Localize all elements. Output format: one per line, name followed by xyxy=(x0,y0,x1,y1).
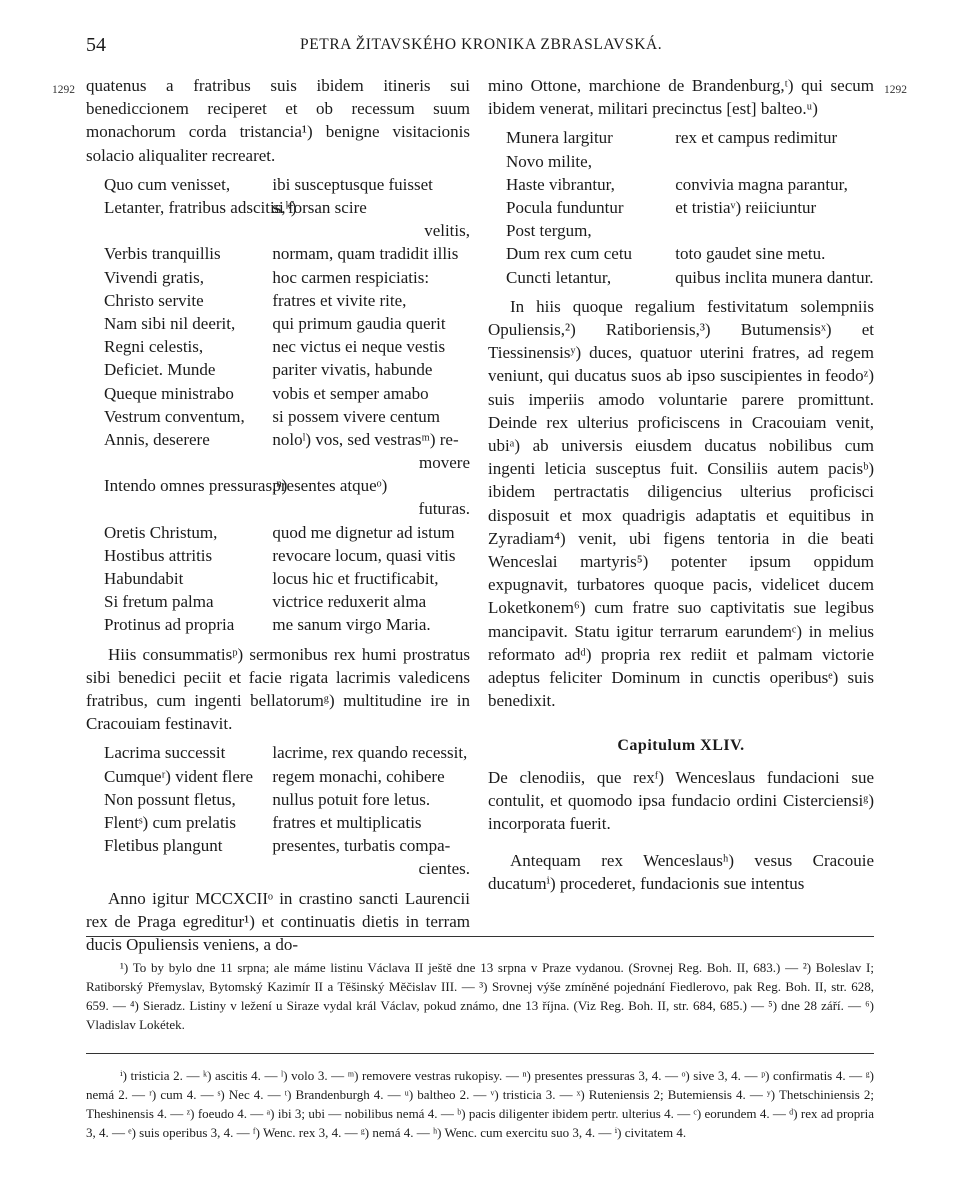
left-paragraph-3: Anno igitur MCCXCIIᵒ in crastino sancti Laurencii rex de Praga egreditur¹) et continuatis dietis in terram ducis Opuliensis veniens, a do- xyxy=(86,888,470,954)
verse-line-second-half: toto gaudet sine metu. xyxy=(675,244,826,264)
verse-line-first-half: Quo cum venisset, xyxy=(104,174,231,194)
verse-line-first-half: Vestrum conventum, xyxy=(104,406,245,426)
verse-line-second-half: regem monachi, cohibere xyxy=(272,766,445,786)
verse-line xyxy=(104,289,470,312)
verse-line-first-half: Regni celestis, xyxy=(104,337,204,357)
verse-line xyxy=(104,358,470,381)
verse-line-second-half: nullus potuit fore letus. xyxy=(272,789,431,809)
verse-line xyxy=(104,741,470,764)
verse-line-second-half: presentes, turbatis compa- xyxy=(272,836,451,856)
verse-line xyxy=(104,335,470,358)
verse-line-second-half: quod me dignetur ad istum xyxy=(272,522,455,542)
verse-line-second-half: victrice reduxerit alma xyxy=(272,592,427,612)
verse-line-continuation: futuras. xyxy=(418,499,470,519)
left-column xyxy=(86,74,470,956)
verse-line-first-half: Fletibus plangunt xyxy=(104,836,223,856)
verse-line-second-half: lacrime, rex quando recessit, xyxy=(272,743,468,763)
verse-line-second-half: ibi susceptusque fuisset xyxy=(272,174,433,194)
verse-line-first-half: Hostibus attritis xyxy=(104,545,213,565)
verse-line-first-half: Novo milite, xyxy=(506,151,592,171)
verse-line xyxy=(104,567,470,590)
verse-line-first-half: Haste vibrantur, xyxy=(506,174,615,194)
verse-line xyxy=(506,150,874,173)
verse-line xyxy=(104,266,470,289)
verse-line xyxy=(506,266,874,289)
left-paragraph-2: Hiis consummatisᵖ) sermonibus rex humi prostratus sibi benedici peciit et facie rigata lacrimis valedicens fratribus, cum ingenti bellatorumᵍ) multitudine ire in Cracouiam festinavit. xyxy=(86,644,470,734)
verse-line-first-half: Dum rex cum cetu xyxy=(506,244,633,264)
verse-line-first-half: Pocula funduntur xyxy=(506,197,624,217)
verse-line xyxy=(104,497,470,520)
verse-line xyxy=(506,126,874,149)
footnotes-textual xyxy=(86,1066,874,1142)
verse-line-first-half: Post tergum, xyxy=(506,221,592,241)
footnote-textual-text: ⁱ) tristicia 2. — ᵏ) ascitis 4. — ˡ) volo 3. — ᵐ) removere vestras rukopisy. — ⁿ) presentes pressuras 3, 4. — ᵒ) sive 3, 4. — ᵖ) confirmatis 4. — ᵍ) nemá 2. — ʳ) cum 4. — ˢ) Nec 4. — ᵗ) Brandenburgh 4. — ᵘ) baltheo 2. — ᵛ) tristicia 3. — ˣ) Ruteniensis 2; Butemiensis 4. — ʸ) Thetschiniensis 2; Theshinensis 4. — ᶻ) foeudo 4. — ᵃ) ibi 3; ubi — nobilibus nemá 4. — ᵇ) pacis diligenter ibidem pertr. ulterius 4. — ᶜ) eorundem 4. — ᵈ) rex ad propria 3, 4. — ᵉ) suis operibus 3, 4. — ᶠ) Wenc. rex 3, 4. — ᵍ) nemá 4. — ʰ) Wenc. cum exercitu suo 3, 4. — ⁱ) civitatem 4. xyxy=(86,1068,874,1140)
footnotes-historical xyxy=(86,958,874,1034)
verse-line-first-half: Christo servite xyxy=(104,290,204,310)
footnote-divider-2 xyxy=(86,1053,874,1054)
verse-line xyxy=(104,173,470,196)
verse-line xyxy=(104,405,470,428)
verse-line-continuation: movere xyxy=(419,453,470,473)
right-paragraph-1: mino Ottone, marchione de Brandenburg,ᵗ) qui secum ibidem venerat, militari precinctus [est] balteo.ᵘ) xyxy=(488,76,874,119)
verse-line-first-half: Lacrima successit xyxy=(104,743,226,763)
verse-line xyxy=(104,474,470,497)
verse-line-first-half: Si fretum palma xyxy=(104,592,214,612)
margin-year-left: 1292 xyxy=(52,84,75,96)
running-title: PETRA ŽITAVSKÉHO KRONIKA ZBRASLAVSKÁ. xyxy=(300,36,663,53)
left-verse-1 xyxy=(104,173,470,637)
verse-line-second-half: noloˡ) vos, sed vestrasᵐ) re- xyxy=(272,429,459,449)
verse-line-first-half: Cuncti letantur, xyxy=(506,267,612,287)
verse-line-first-half: Habundabit xyxy=(104,569,184,588)
verse-line-second-half: nec victus ei neque vestis xyxy=(272,337,446,357)
verse-line-second-half: quibus inclita munera dantur. xyxy=(675,267,874,287)
verse-line-first-half: Vivendi gratis, xyxy=(104,267,205,287)
verse-line xyxy=(104,811,470,834)
verse-line-first-half: Nam sibi nil deerit, xyxy=(104,313,236,333)
verse-line xyxy=(506,196,874,219)
verse-line xyxy=(104,765,470,788)
verse-line-first-half: Flentˢ) cum prelatis xyxy=(104,812,237,832)
verse-line-second-half: si possem vivere centum xyxy=(272,406,440,426)
verse-line-first-half: Munera largitur xyxy=(506,128,613,148)
chapter-title: De clenodiis, que rexᶠ) Wenceslaus fundacioni sue contulit, et quomodo ipsa fundacio ordini Cisterciensiᵍ) incorporata fuerit. xyxy=(488,767,874,833)
verse-line xyxy=(104,428,470,451)
verse-line xyxy=(506,173,874,196)
verse-line xyxy=(506,242,874,265)
page-number: 54 xyxy=(86,34,106,56)
verse-line-first-half: Protinus ad propria xyxy=(104,615,235,635)
verse-line-first-half: Cumqueʳ) vident flere xyxy=(104,766,254,786)
verse-line-first-half: Deficiet. Munde xyxy=(104,360,216,380)
verse-line-second-half: locus hic et fructificabit, xyxy=(272,569,439,588)
verse-line-first-half: Non possunt fletus, xyxy=(104,789,236,809)
chapter-heading: Capitulum XLIV. xyxy=(617,737,745,755)
verse-line-second-half: si forsan scire xyxy=(272,198,367,217)
verse-line xyxy=(104,242,470,265)
verse-line-second-half: rex et campus redimitur xyxy=(675,128,838,148)
verse-line xyxy=(506,219,874,242)
verse-line xyxy=(104,196,470,219)
left-paragraph-1: quatenus a fratribus suis ibidem itineris sui benediccionem reciperet et ob recessum suum monachorum corda tristancia¹) benigne visitacionis solacio aliqualiter recrearet. xyxy=(86,76,470,165)
right-verse-1 xyxy=(506,126,874,288)
verse-line-first-half: Intendo omnes pressuras,ⁿ) xyxy=(104,476,288,496)
verse-line-second-half: fratres et multiplicatis xyxy=(272,812,422,832)
verse-line-second-half: presentes atqueᵒ) xyxy=(272,476,388,496)
verse-line-second-half: revocare locum, quasi vitis xyxy=(272,545,456,565)
verse-line xyxy=(104,590,470,613)
verse-line-continuation: velitis, xyxy=(424,221,470,241)
verse-line xyxy=(104,788,470,811)
verse-line-first-half: Letanter, fratribus adscitis,ᵏ) xyxy=(104,198,297,217)
left-verse-2 xyxy=(104,741,470,880)
right-paragraph-3: Antequam rex Wenceslausʰ) vesus Cracouie ducatumⁱ) procederet, fundacionis sue intentus xyxy=(488,851,874,894)
verse-line-first-half: Oretis Christum, xyxy=(104,522,218,542)
verse-line-first-half: Verbis tranquillis xyxy=(104,244,221,264)
margin-year-right: 1292 xyxy=(884,84,907,96)
verse-line xyxy=(104,382,470,405)
verse-line xyxy=(104,521,470,544)
verse-line-second-half: pariter vivatis, habunde xyxy=(272,360,433,380)
verse-line xyxy=(104,834,470,857)
verse-line xyxy=(104,451,470,474)
verse-line-second-half: qui primum gaudia querit xyxy=(272,313,446,333)
verse-line-first-half: Queque ministrabo xyxy=(104,383,234,403)
right-paragraph-2: In hiis quoque regalium festivitatum solempniis Opuliensis,²) Ratiboriensis,³) Butumensisˣ) et Tiessinensisʸ) duces, quatuor uterini fratres, ad regem veniunt, qui ducatus suos ab ipso suscipientes in feodoᶻ) suis imperiis amodo voluntarie parere promittunt. Deinde rex ulterius proficiscens in Cracouiam venit, ubiᵃ) ab universis eiusdem ducatus nobilibus cum ingenti leticia susceptus fuit. Consiliis autem pacisᵇ) ibidem pertractatis diligencius ulterius proficisci disposuit et mox quadrigis adaptatis et equitibus in Zyradiam⁴) venit, ubi figens tentoria in die beati Wenceslai martyris⁵) potenter ipsum oppidum expugnavit, turbatores quoque pacis, videlicet ducem Loketkonem⁶) cum fratre suo captivitatis sue legibus mancipavit. Statu igitur terrarum earundemᶜ) in melius reformato adᵈ) propria rex rediit et palmam victorie adeptus feliciter Dominum in cunctis operibusᵉ) suis benedixit. xyxy=(488,296,874,711)
footnote-divider xyxy=(86,936,874,937)
verse-line xyxy=(104,219,470,242)
page-header xyxy=(0,34,960,60)
verse-line-second-half: convivia magna parantur, xyxy=(675,174,848,194)
verse-line xyxy=(104,544,470,567)
verse-line xyxy=(104,613,470,636)
right-column xyxy=(488,74,874,896)
verse-line-second-half: hoc carmen respiciatis: xyxy=(272,267,430,287)
verse-line-second-half: normam, quam tradidit illis xyxy=(272,244,459,264)
verse-line-continuation: cientes. xyxy=(418,859,470,879)
verse-line xyxy=(104,312,470,335)
verse-line xyxy=(104,857,470,880)
verse-line-second-half: fratres et vivite rite, xyxy=(272,290,407,310)
verse-line-second-half: me sanum virgo Maria. xyxy=(272,615,431,635)
verse-line-second-half: vobis et semper amabo xyxy=(272,383,429,403)
verse-line-second-half: et tristiaᵛ) reiiciuntur xyxy=(675,197,817,217)
verse-line-first-half: Annis, deserere xyxy=(104,429,210,449)
footnote-historical-text: ¹) To by bylo dne 11 srpna; ale máme listinu Václava II ještě dne 13 srpna v Praze vydanou. (Srovnej Reg. Boh. II, 683.) — ²) Boleslav I; Ratiborský Přemyslav, Bytomský Kazimír II a Těšinský Měčislav III. — ³) Srovnej výše zmíněné pojednání Fiedlerovo, pak Reg. Boh. II, str. 628, 659. — ⁴) Sieradz. Listiny v ležení u Sirazе vydal král Václav, pokud známo, dne 13 října. (Viz Reg. Boh. II, str. 684, 685.) — ⁵) dne 28 září. — ⁶) Vladislav Lokétek. xyxy=(86,960,874,1032)
